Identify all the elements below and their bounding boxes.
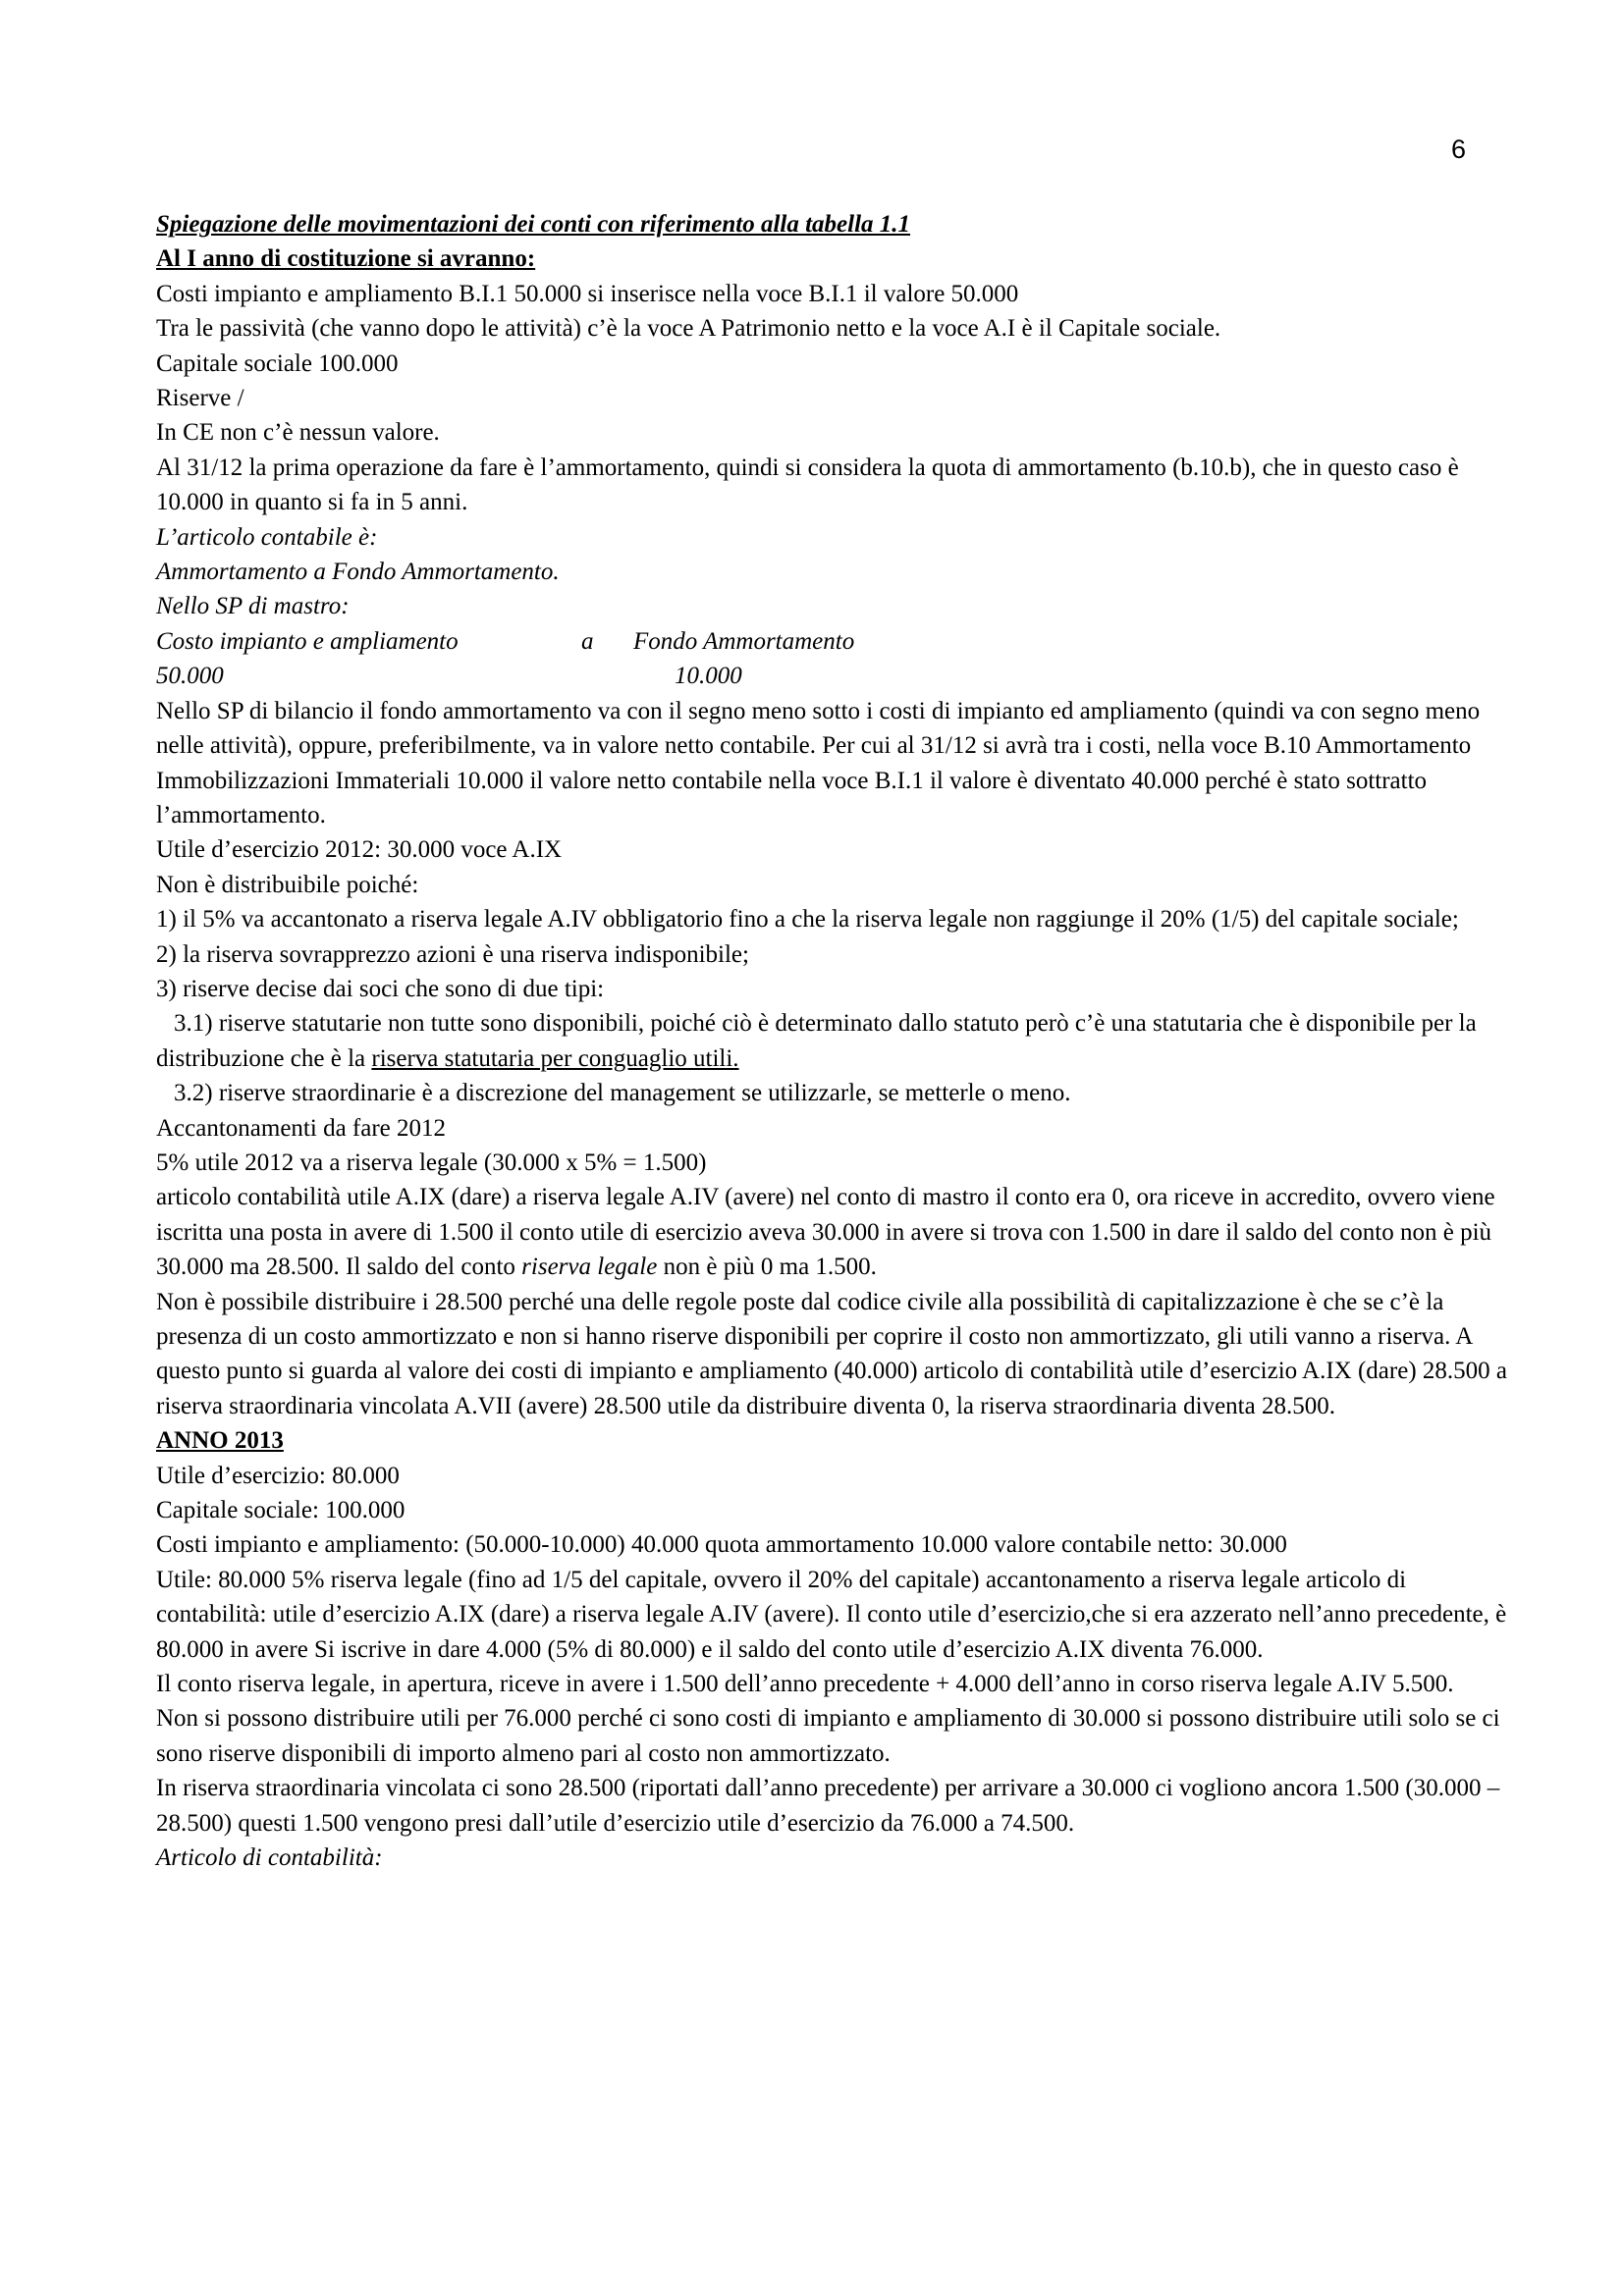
paragraph: Costi impianto e ampliamento: (50.000-10.000) 40.000 quota ammortamento 10.000 valore contabile netto: 30.000	[156, 1531, 1287, 1559]
subsection-heading: Al I anno di costituzione si avranno:	[156, 245, 536, 273]
sub-item-text: 3.1) riserve statutarie non tutte sono disponibili, poiché ciò è determinato dallo statuto però c’è una statutaria che è disponibile per la distribuzione che è la	[156, 1010, 1477, 1072]
paragraph: Costi impianto e ampliamento B.I.1 50.000 si inserisce nella voce B.I.1 il valore 50.000	[156, 280, 1019, 307]
paragraph: Ammortamento a Fondo Ammortamento.	[156, 559, 560, 586]
paragraph: Capitale sociale 100.000	[156, 349, 399, 377]
credit-amount: 10.000	[675, 663, 742, 690]
paragraph: In riserva straordinaria vincolata ci sono 28.500 (riportati dall’anno precedente) per arrivare a 30.000 ci vogliono ancora 1.500 (30.000 – 28.500) questi 1.500 vengono presi dall’utile d’esercizio utile d’esercizio da 76.000 a 74.500.	[156, 1775, 1500, 1837]
list-item: 2) la riserva sovrapprezzo azioni è una riserva indisponibile;	[156, 940, 749, 968]
paragraph: Accantonamenti da fare 2012	[156, 1114, 447, 1142]
paragraph-text: articolo contabilità utile A.IX (dare) a riserva legale A.IV (avere) nel conto di mastro il conto era 0, ora riceve in accredito, ovvero viene iscritta una posta in avere di 1.500 il conto utile di esercizio aveva 30.000 in avere si trova con 1.500 in dare il saldo del conto non è più 30.000 ma 28.500. Il saldo del conto	[156, 1184, 1495, 1281]
paragraph: Utile d’esercizio 2012: 30.000 voce A.IX	[156, 836, 563, 864]
page-number: 6	[1451, 134, 1467, 164]
paragraph-text: non è più 0 ma 1.500.	[657, 1254, 877, 1281]
paragraph: L’articolo contabile è:	[156, 523, 378, 551]
credit-account: Fondo Ammortamento	[633, 627, 855, 655]
list-item: 1) il 5% va accantonato a riserva legale A.IV obbligatorio fino a che la riserva legale non raggiunge il 20% (1/5) del capitale sociale;	[156, 906, 1459, 934]
paragraph	[156, 1180, 1516, 1284]
paragraph: Non è distribuibile poiché:	[156, 871, 419, 898]
debit-account: Costo impianto e ampliamento	[156, 627, 459, 655]
paragraph: Nello SP di bilancio il fondo ammortamento va con il segno meno sotto i costi di impianto ed ampliamento (quindi va con segno meno nelle attività), oppure, preferibilmente, va in valore netto contabile. Per cui al 31/12 si avrà tra i costi, nella voce B.10 Ammortamento Immobilizzazioni Immateriali 10.000 il valore netto contabile nella voce B.I.1 il valore è diventato 40.000 perché è stato sottratto l’ammortamento.	[156, 697, 1481, 828]
journal-amount-row	[156, 659, 1516, 693]
entry-connector: a	[581, 627, 594, 655]
paragraph: Non si possono distribuire utili per 76.000 perché ci sono costi di impianto e ampliamento di 30.000 si possono distribuire utili solo se ci sono riserve disponibili di importo almeno pari al costo non ammortizzato.	[156, 1705, 1500, 1767]
paragraph: Utile d’esercizio: 80.000	[156, 1462, 400, 1489]
paragraph: Al 31/12 la prima operazione da fare è l’ammortamento, quindi si considera la quota di ammortamento (b.10.b), che in questo caso è 10.000 in quanto si fa in 5 anni.	[156, 454, 1459, 516]
paragraph: Riserve /	[156, 385, 244, 412]
section-title: Spiegazione delle movimentazioni dei conti con riferimento alla tabella 1.1	[156, 211, 911, 238]
paragraph: Il conto riserva legale, in apertura, riceve in avere i 1.500 dell’anno precedente + 4.000 dell’anno in corso riserva legale A.IV 5.500.	[156, 1671, 1454, 1698]
paragraph: Nello SP di mastro:	[156, 593, 350, 620]
paragraph: Articolo di contabilità:	[156, 1844, 383, 1872]
italic-term: riserva legale	[521, 1254, 658, 1281]
list-item	[156, 1006, 1516, 1076]
journal-entry-row	[156, 624, 1516, 659]
paragraph: In CE non c’è nessun valore.	[156, 419, 440, 447]
list-item: 3.2) riserve straordinarie è a discrezione del management se utilizzarle, se metterle o meno.	[174, 1080, 1071, 1107]
paragraph: Tra le passività (che vanno dopo le attività) c’è la voce A Patrimonio netto e la voce A.I è il Capitale sociale.	[156, 315, 1221, 343]
document-body	[156, 207, 1516, 1876]
debit-amount: 50.000	[156, 663, 224, 690]
paragraph: 5% utile 2012 va a riserva legale (30.000 x 5% = 1.500)	[156, 1148, 707, 1176]
paragraph: Capitale sociale: 100.000	[156, 1497, 406, 1524]
paragraph: Utile: 80.000 5% riserva legale (fino ad 1/5 del capitale, ovvero il 20% del capitale) accantonamento a riserva legale articolo di contabilità: utile d’esercizio A.IX (dare) a riserva legale A.IV (avere). Il conto utile d’esercizio,che si era azzerato nell’anno precedente, è 80.000 in avere Si iscrive in dare 4.000 (5% di 80.000) e il saldo del conto utile d’esercizio A.IX diventa 76.000.	[156, 1566, 1507, 1663]
underlined-text: riserva statutaria per conguaglio utili.	[371, 1044, 739, 1072]
list-item: 3) riserve decise dai soci che sono di due tipi:	[156, 975, 605, 1002]
subsection-heading: ANNO 2013	[156, 1427, 284, 1455]
paragraph: Non è possibile distribuire i 28.500 perché una delle regole poste dal codice civile alla possibilità di capitalizzazione è che se c’è la presenza di un costo ammortizzato e non si hanno riserve disponibili per coprire il costo non ammortizzato, gli utili vanno a riserva. A questo punto si guarda al valore dei costi di impianto e ampliamento (40.000) articolo di contabilità utile d’esercizio A.IX (dare) 28.500 a riserva straordinaria vincolata A.VII (avere) 28.500 utile da distribuire diventa 0, la riserva straordinaria diventa 28.500.	[156, 1288, 1507, 1419]
